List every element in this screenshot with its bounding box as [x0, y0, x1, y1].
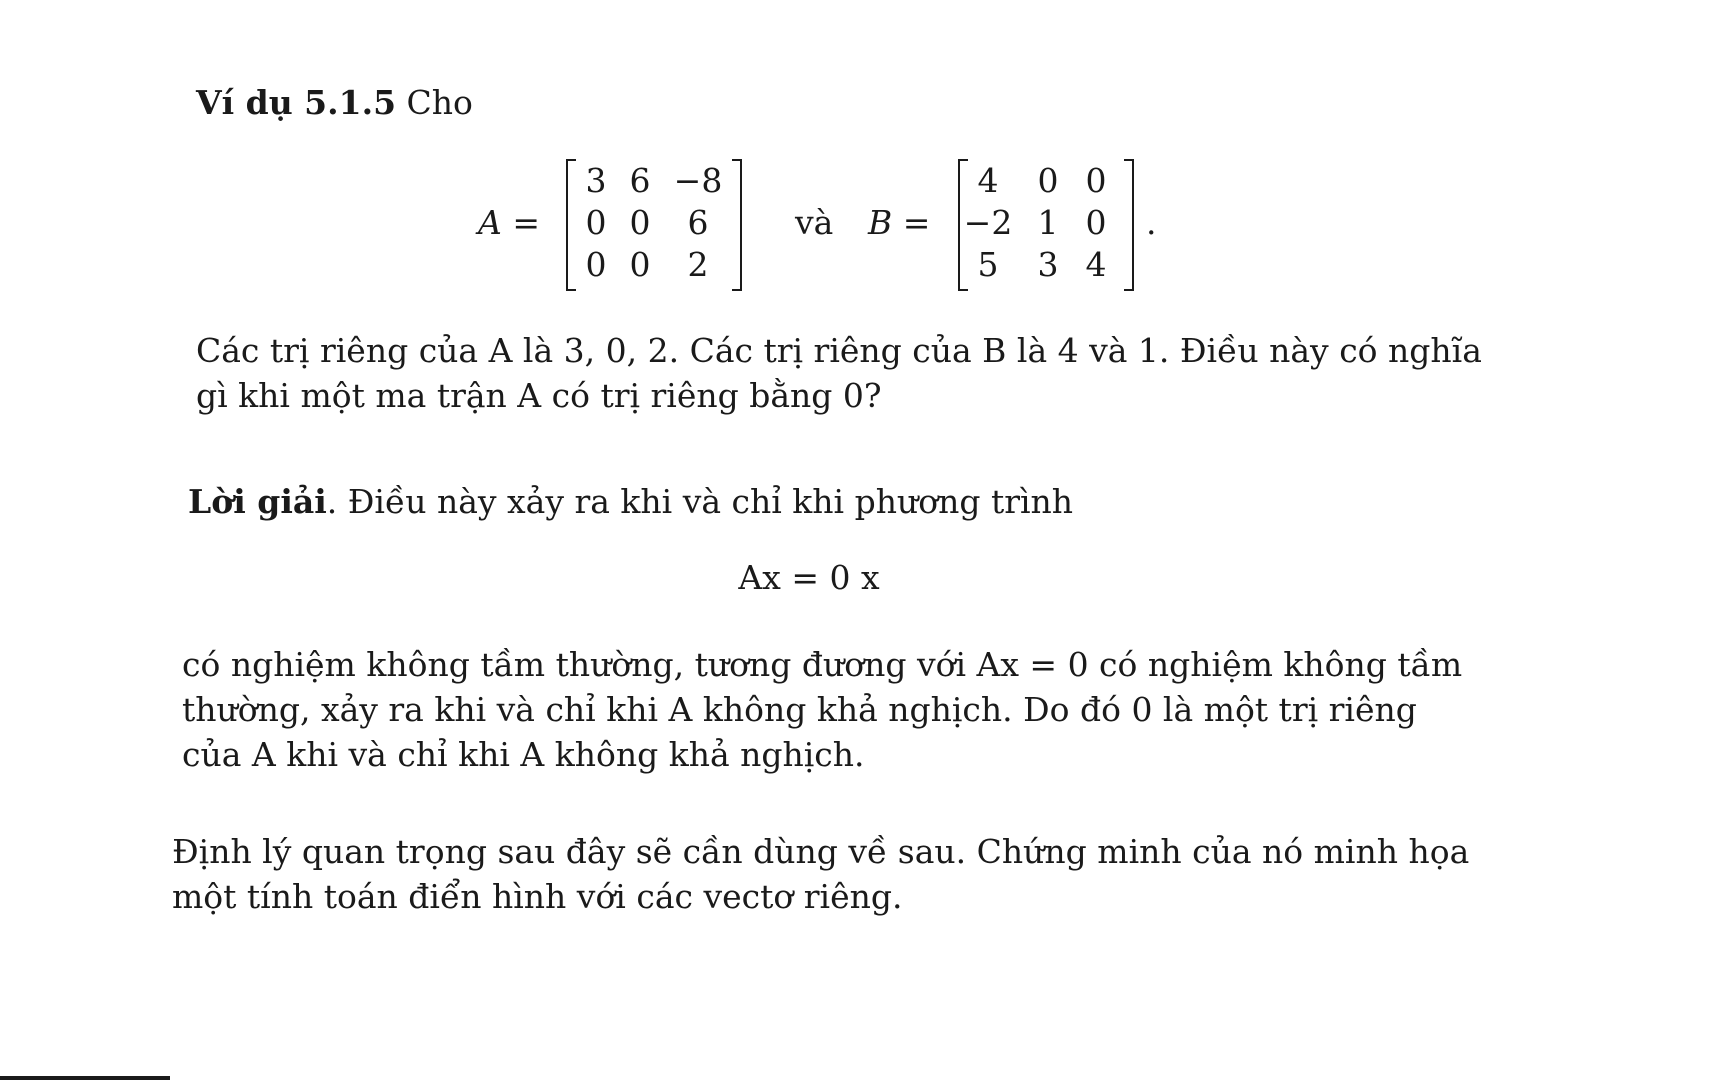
text-line: Các trị riêng của A là 3, 0, 2. Các trị riêng của B là 4 và 1. Điều này có nghĩa	[196, 331, 1482, 370]
matrix-cell: 0	[629, 203, 651, 242]
example-intro: Cho	[406, 83, 473, 122]
display-equation: Ax = 0 x	[738, 558, 880, 597]
text-line: Định lý quan trọng sau đây sẽ cần dùng về sau. Chứng minh của nó minh họa	[172, 832, 1470, 871]
text-line: có nghiệm không tầm thường, tương đương với Ax = 0 có nghiệm không tầm	[182, 645, 1463, 684]
example-heading	[196, 80, 473, 125]
question-paragraph	[196, 328, 1482, 418]
matrix-cell: 0	[1085, 203, 1107, 242]
solution-heading	[188, 479, 1073, 524]
matrix-cell: 3	[1037, 245, 1059, 284]
matrix-cell: 0	[1037, 161, 1059, 200]
text-line: gì khi một ma trận A có trị riêng bằng 0?	[196, 376, 882, 415]
solution-label: Lời giải	[188, 482, 327, 521]
matrix-b-label: B =	[868, 203, 931, 242]
page-edge-divider	[0, 1076, 170, 1080]
period: .	[1146, 203, 1157, 242]
matrix-cell: 3	[585, 161, 607, 200]
matrix-b	[958, 159, 1134, 291]
matrix-cell: 4	[1085, 245, 1107, 284]
matrix-cell: 0	[1085, 161, 1107, 200]
theorem-intro-paragraph	[172, 829, 1469, 919]
matrix-cell: 6	[687, 203, 709, 242]
matrix-cell: 0	[585, 203, 607, 242]
matrix-cell: −8	[673, 161, 723, 200]
matrix-cell: 5	[977, 245, 999, 284]
matrix-cell: 0	[629, 245, 651, 284]
example-label: Ví dụ 5.1.5	[196, 83, 397, 122]
matrix-cell: 2	[687, 245, 709, 284]
right-bracket	[732, 159, 742, 291]
matrix-display	[0, 155, 1729, 295]
matrix-cell: −2	[963, 203, 1013, 242]
matrix-cell: 4	[977, 161, 999, 200]
matrix-a-label: A =	[478, 203, 540, 242]
matrix-cell: 1	[1037, 203, 1059, 242]
text-line: thường, xảy ra khi và chỉ khi A không khả nghịch. Do đó 0 là một trị riêng	[182, 690, 1417, 729]
text-line: một tính toán điển hình với các vectơ riêng.	[172, 877, 903, 916]
matrix-a	[566, 159, 742, 291]
matrix-cell: 6	[629, 161, 651, 200]
solution-paragraph	[182, 642, 1462, 777]
text-line: của A khi và chỉ khi A không khả nghịch.	[182, 735, 865, 774]
conjunction: và	[795, 203, 834, 242]
matrix-cell: 0	[585, 245, 607, 284]
text-line: . Điều này xảy ra khi và chỉ khi phương trình	[326, 482, 1074, 521]
